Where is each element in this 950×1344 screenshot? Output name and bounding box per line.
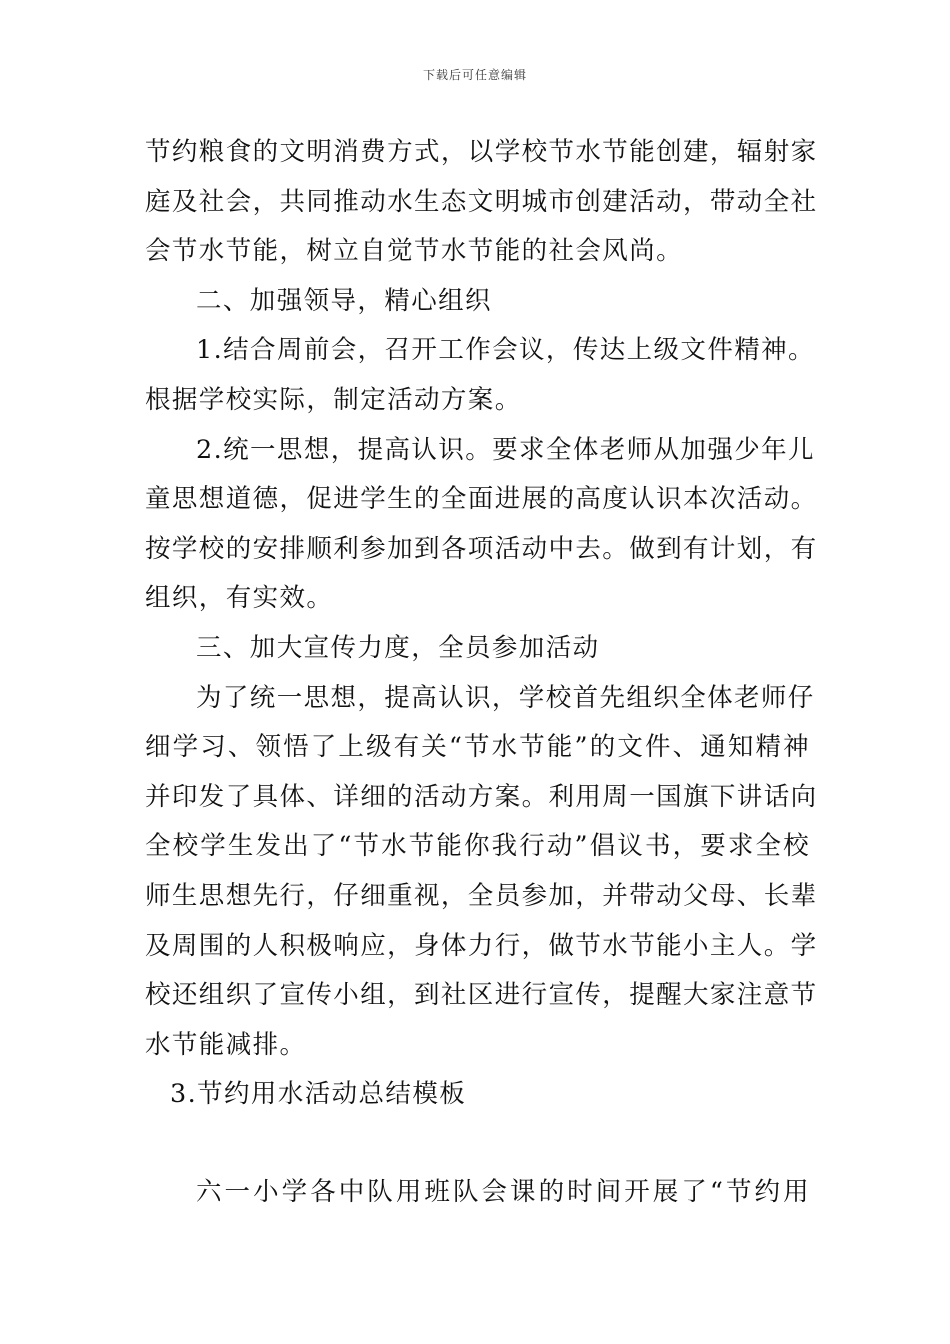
page-header-note: 下载后可任意编辑 <box>422 68 527 82</box>
section-title: 3.节约用水活动总结模板 <box>170 1079 467 1110</box>
paragraph-line: 2.统一思想，提高认识。要求全体老师从加强少年儿 <box>196 434 815 465</box>
paragraph-line: 细学习、领悟了上级有关“节水节能”的文件、通知精神 <box>145 732 810 763</box>
paragraph-line: 庭及社会，共同推动水生态文明城市创建活动，带动全社 <box>145 186 818 217</box>
paragraph-line: 六一小学各中队用班队会课的时间开展了“节约用 <box>196 1176 810 1207</box>
paragraph-line: 为了统一思想，提高认识，学校首先组织全体老师仔 <box>196 682 815 713</box>
spacer <box>145 1120 810 1168</box>
section-heading-2: 二、加强领导，精心组织 <box>196 285 492 316</box>
paragraph-line: 水节能减排。 <box>145 1029 307 1060</box>
paragraph-line: 并印发了具体、详细的活动方案。利用周一国旗下讲话向 <box>145 781 818 812</box>
paragraph-line: 根据学校实际，制定活动方案。 <box>145 384 522 415</box>
paragraph-line: 师生思想先行，仔细重视，全员参加，并带动父母、长辈 <box>145 880 818 911</box>
paragraph-line: 全校学生发出了“节水节能你我行动”倡议书，要求全校 <box>145 831 810 862</box>
section-heading-3: 三、加大宣传力度，全员参加活动 <box>196 632 600 663</box>
paragraph-line: 童思想道德，促进学生的全面进展的高度认识本次活动。 <box>145 484 818 515</box>
paragraph-line: 节约粮食的文明消费方式，以学校节水节能创建，辐射家 <box>145 137 818 167</box>
paragraph-line: 及周围的人积极响应，身体力行，做节水节能小主人。学 <box>145 930 818 961</box>
paragraph-line: 组织，有实效。 <box>145 583 334 614</box>
paragraph-line: 校还组织了宣传小组，到社区进行宣传，提醒大家注意节 <box>145 980 818 1011</box>
paragraph-line: 会节水节能，树立自觉节水节能的社会风尚。 <box>145 236 684 267</box>
paragraph-line: 1.结合周前会，召开工作会议，传达上级文件精神。 <box>196 335 815 366</box>
document-body <box>145 128 818 1217</box>
paragraph-line: 按学校的安排顺利参加到各项活动中去。做到有计划，有 <box>145 533 818 564</box>
